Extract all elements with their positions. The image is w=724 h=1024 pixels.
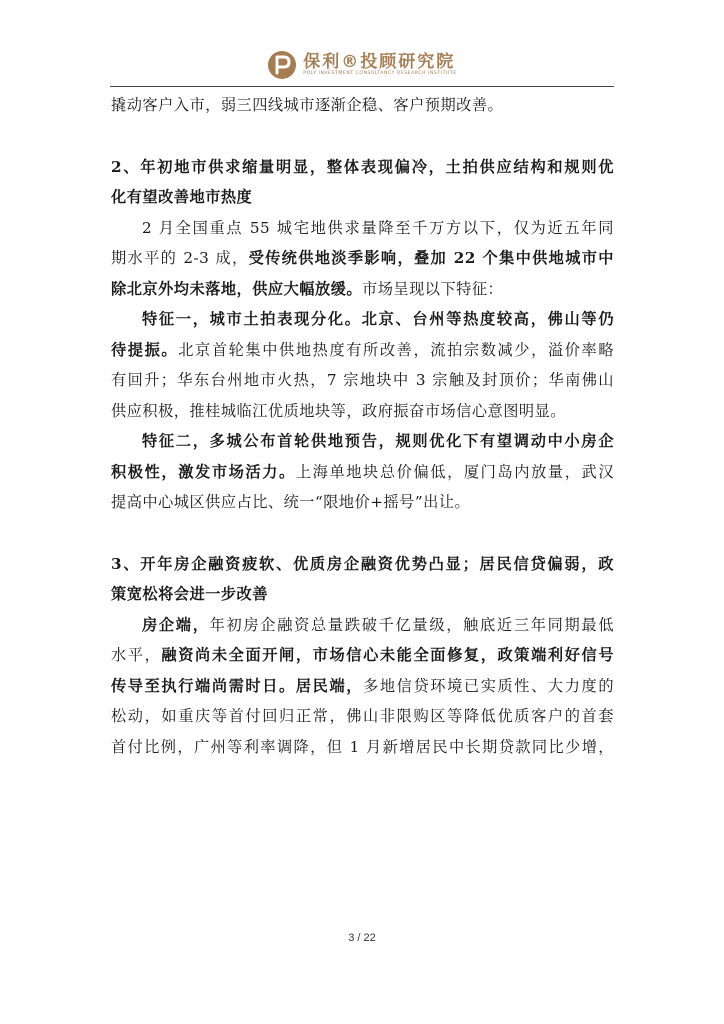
section2-paragraph-line — [111, 243, 614, 274]
bold-text-run: 受传统供地淡季影响，叠加 22 个集中供地城市中 — [248, 249, 614, 267]
bold-text-run: 待提振。 — [111, 340, 179, 359]
section3-paragraph-line — [111, 640, 614, 671]
brand-name-en: POLY INVESTMENT CONSULTANCY RESEARCH INSTITUTE — [303, 71, 457, 76]
text-run: 水平， — [111, 646, 162, 664]
text-run: 年初房企融资总量跌破千亿量级，触底近三年同期最低 — [209, 615, 615, 634]
page-number: 3 / 22 — [348, 932, 376, 944]
feature1-line: 有回升；华东台州地市火热，7 宗地块中 3 宗触及封顶价；华南佛山 — [111, 371, 614, 389]
section2-paragraph-line: 2 月全国重点 55 城宅地供求量降至千万方以下，仅为近五年同 — [142, 218, 614, 237]
feature2-line: 特征二，多城公布首轮供地预告，规则优化下有望调动中小房企 — [142, 432, 614, 450]
brand-name-cn: 保利®投顾研究院 — [303, 52, 456, 72]
text-run: 期水平的 2-3 成， — [111, 249, 249, 267]
section2-heading-line2: 化有望改善地市热度 — [111, 188, 253, 206]
header-divider — [110, 86, 614, 87]
section2-heading-line1: 2、年初地市供求缩量明显，整体表现偏冷，土拍供应结构和规则优 — [111, 157, 614, 176]
feature1-line — [111, 335, 614, 366]
bold-text-run: 除北京外均未落地，供应大幅放缓。 — [111, 279, 362, 298]
feature1-line: 特征一，城市土拍表现分化。北京、台州等热度较高，佛山等仍 — [142, 310, 614, 328]
page-header — [0, 44, 724, 86]
text-run: 多地信贷环境已实质性、大力度的 — [363, 676, 615, 695]
bold-text-run: 积极性，激发市场活力。 — [111, 462, 296, 481]
section2-paragraph-line — [111, 274, 614, 305]
bold-text-run: 融资尚未全面开闸，市场信心未能全面修复，政策端利好信号 — [161, 646, 615, 664]
section3-paragraph-line: 首付比例，广州等利率调降，但 1 月新增居民中长期贷款同比少增， — [111, 737, 614, 756]
feature2-line — [111, 457, 614, 488]
document-body — [111, 90, 614, 762]
text-run: 市场呈现以下特征： — [362, 279, 504, 298]
section3-heading-line1: 3、开年房企融资疲软、优质房企融资优势凸显；居民信贷偏弱，政 — [111, 554, 614, 573]
feature1-line: 供应积极，推桂城临江优质地块等，政府振奋市场信心意图明显。 — [111, 401, 566, 420]
section3-paragraph-line — [111, 671, 614, 702]
text-run: 上海单地块总价偏低，厦门岛内放量，武汉 — [295, 462, 615, 481]
section3-paragraph-line: 松动，如重庆等首付回归正常，佛山非限购区等降低优质客户的首套 — [111, 707, 614, 725]
section3-paragraph-line — [111, 610, 614, 641]
bold-text-run: 房企端， — [142, 615, 210, 634]
text-run: 北京首轮集中供地热度有所改善，流拍宗数减少，溢价率略 — [178, 340, 615, 359]
section3-heading-line2: 策宽松将会进一步改善 — [111, 585, 268, 603]
poly-logo-icon — [267, 50, 297, 80]
intro-continuation: 撬动客户入市，弱三四线城市逐渐企稳、客户预期改善。 — [111, 96, 504, 114]
bold-text-run: 传导至执行端尚需时日。居民端， — [111, 676, 364, 695]
feature2-line: 提高中心城区供应占比、统一“限地价+摇号”出让。 — [111, 493, 471, 511]
brand-block — [303, 53, 456, 77]
